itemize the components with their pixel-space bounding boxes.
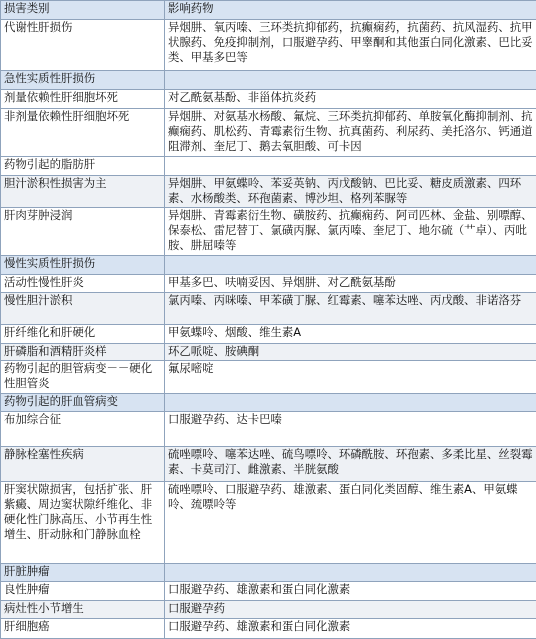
- drugs-cell: 甲氨蝶呤、烟酸、维生素A: [165, 325, 536, 344]
- category-cell: 活动性慢性肝炎: [1, 275, 165, 293]
- category-cell: 肝细胞癌: [1, 619, 165, 639]
- drugs-cell: 氟尿嘧啶: [165, 361, 536, 394]
- category-cell: 慢性胆汁淤积: [1, 293, 165, 325]
- category-cell: 非剂量依赖性肝细胞坏死: [1, 109, 165, 157]
- section-row: [1, 71, 536, 90]
- drugs-cell: 氯丙嗪、丙咪嗪、甲苯磺丁脲、红霉素、噻苯达唑、丙戊酸、非诺洛芬: [165, 293, 536, 325]
- table-row: [1, 344, 536, 361]
- table-row: [1, 582, 536, 601]
- drugs-cell: 异烟肼、氧丙嗪、三环类抗抑郁药，抗癫痫药，抗菌药、抗风湿药、抗甲状腺药、免疫抑制剂，口服避孕药、甲睾酮和其他蛋白同化激素、巴比妥类、甲基多巴等: [165, 20, 536, 71]
- section-row: [1, 394, 536, 412]
- table-row: [1, 293, 536, 325]
- table-row: [1, 601, 536, 619]
- table-row: [1, 482, 536, 564]
- category-cell: 胆汁淤积性损害为主: [1, 176, 165, 208]
- table-row: [1, 157, 536, 176]
- drugs-cell: 硫唑嘌呤、噻苯达唑、硫鸟嘌呤、环磷酰胺、环孢素、多柔比星、丝裂霉素、卡莫司汀、雌激素、半胱氨酸: [165, 447, 536, 482]
- category-cell: 静脉栓塞性疾病: [1, 447, 165, 482]
- drugs-cell: [165, 256, 536, 275]
- drugs-cell: 异烟肼、甲氨蝶呤、苯妥英钠、丙戊酸钠、巴比妥、糖皮质激素、四环素、水杨酸类、环孢菌素、博沙坦、格列苯脲等: [165, 176, 536, 208]
- category-cell: 肝纤维化和肝硬化: [1, 325, 165, 344]
- drugs-cell: 口服避孕药: [165, 601, 536, 619]
- drugs-cell: 口服避孕药、雄激素和蛋白同化激素: [165, 619, 536, 639]
- header-cell-drugs: 影响药物: [165, 1, 536, 20]
- section-title: 药物引起的肝血管病变: [1, 394, 165, 412]
- category-cell: 病灶性小节增生: [1, 601, 165, 619]
- category-cell: 肝窦状隙损害，包括扩张、肝紫癜、周边窦状隙纤维化、非硬化性门脉高压、小节再生性增生、肝动脉和门静脉血栓: [1, 482, 165, 564]
- drugs-cell: 对乙酰氨基酚、非甾体抗炎药: [165, 90, 536, 109]
- table-row: [1, 20, 536, 71]
- table-row: [1, 412, 536, 447]
- drugs-cell: 异烟肼、对氨基水杨酸、氟烷、三环类抗抑郁药、单胺氧化酶抑制剂、抗癫痫药、肌松药、青霉素衍生物、抗真菌药、利尿药、美托洛尔、钙通道阻滞剂、奎尼丁、鹅去氧胆酸、可卡因: [165, 109, 536, 157]
- table-row: [1, 109, 536, 157]
- category-cell: 药物引起的胆管病变－－硬化性胆管炎: [1, 361, 165, 394]
- category-cell: 剂量依赖性肝细胞坏死: [1, 90, 165, 109]
- drugs-cell: [165, 394, 536, 412]
- section-title: 慢性实质性肝损伤: [1, 256, 165, 275]
- header-cell-category: 损害类别: [1, 1, 165, 20]
- category-cell: 药物引起的脂肪肝: [1, 157, 165, 176]
- drugs-cell: 口服避孕药、达卡巴嗪: [165, 412, 536, 447]
- section-row: [1, 564, 536, 582]
- table-row: [1, 90, 536, 109]
- drugs-cell: 硫唑嘌呤、口服避孕药、雄激素、蛋白同化类固醇、维生素A、甲氨蝶呤、巯嘌呤等: [165, 482, 536, 564]
- drugs-cell: 异烟肼、青霉素衍生物、磺胺药、抗癫痫药、阿司匹林、金盐、别嘌醇、保泰松、雷尼替丁、氯磺丙脲、氯丙嗪、奎尼丁、地尔硫（艹卓）、丙吡胺、肼屈嗪等: [165, 208, 536, 256]
- category-cell: 肝肉芽肿浸润: [1, 208, 165, 256]
- table-row: [1, 361, 536, 394]
- category-cell: 肝磷脂和酒精肝炎样: [1, 344, 165, 361]
- table-row: [1, 176, 536, 208]
- drugs-cell: [165, 71, 536, 90]
- table-row: [1, 208, 536, 256]
- table-row: [1, 447, 536, 482]
- drugs-cell: 口服避孕药、雄激素和蛋白同化激素: [165, 582, 536, 601]
- drugs-cell: [165, 564, 536, 582]
- table-row: [1, 325, 536, 344]
- drugs-cell: [165, 157, 536, 176]
- category-cell: 布加综合征: [1, 412, 165, 447]
- section-row: [1, 256, 536, 275]
- category-cell: 代谢性肝损伤: [1, 20, 165, 71]
- category-cell: 良性肿瘤: [1, 582, 165, 601]
- section-title: 急性实质性肝损伤: [1, 71, 165, 90]
- table-header-row: [1, 1, 536, 20]
- table-row: [1, 275, 536, 293]
- drugs-cell: 甲基多巴、呋喃妥因、异烟肼、对乙酰氨基酚: [165, 275, 536, 293]
- section-title: 肝脏肿瘤: [1, 564, 165, 582]
- drugs-cell: 环乙哌啶、胺碘酮: [165, 344, 536, 361]
